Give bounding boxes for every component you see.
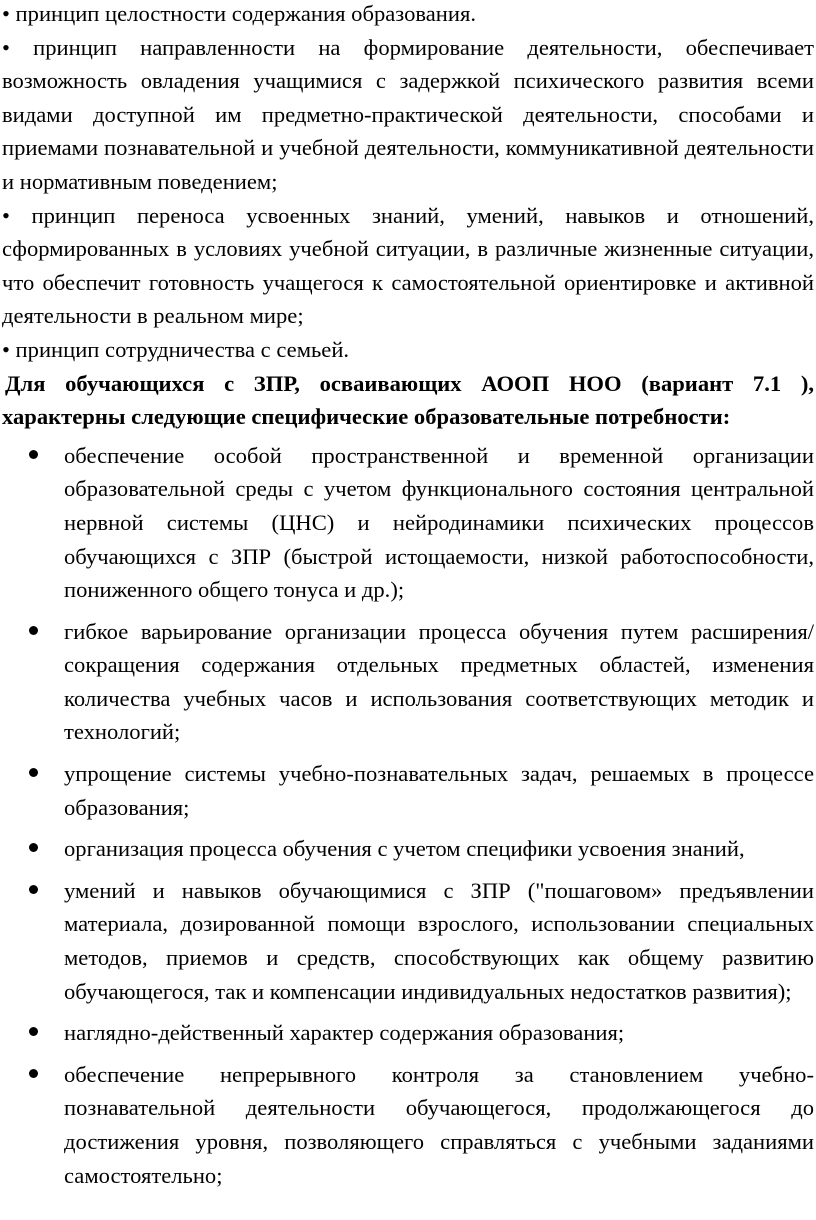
bullet-icon (29, 450, 38, 459)
bullet-icon (29, 885, 38, 894)
list-item (2, 757, 814, 824)
bullet-icon (29, 843, 38, 852)
bullet-icon (29, 1069, 38, 1078)
section-heading: Для обучающихся с ЗПР, осваивающих АООП НОО (вариант 7.1 ), характерны следующие специфические образовательные потребности: (2, 370, 814, 430)
list-item (2, 615, 814, 749)
principle-paragraph: • принцип направленности на формирование деятельности, обеспечивает возможность овладения учащимися с задержкой психического развития всеми видами доступной им предметно-практической деятельности, способами и приемами познавательной и учебной деятельности, коммуникативной деятельности и нормативным поведением; (2, 34, 814, 194)
list-item-text: гибкое варьирование организации процесса обучения путем расширения/сокращения содержания отдельных предметных областей, изменения количества учебных часов и использования соответствующих методик и технологий; (64, 618, 814, 745)
list-item-text: организация процесса обучения с учетом специфики усвоения знаний, (64, 836, 745, 862)
list-item (2, 874, 814, 1008)
bullet-icon (29, 768, 38, 777)
list-item-text: умений и навыков обучающимися с ЗПР ("пошаговом» предъявлении материала, дозированной помощи взрослого, использовании специальных методов, приемов и средств, способствующих как общему развитию обучающегося, так и компенсации индивидуальных недостатков развития); (64, 877, 814, 1004)
list-item-text: наглядно-действенный характер содержания образования; (64, 1020, 625, 1046)
list-item-text: обеспечение особой пространственной и временной организации образовательной среды с учетом функционального состояния центральной нервной системы (ЦНС) и нейродинамики психических процессов обучающихся с ЗПР (быстрой истощаемости, низкой работоспособности, пониженного общего тонуса и др.); (64, 442, 814, 603)
list-item (2, 1016, 814, 1050)
list-item (2, 832, 814, 866)
list-item (2, 1058, 814, 1192)
principle-paragraph: • принцип переноса усвоенных знаний, умений, навыков и отношений, сформированных в условиях учебной ситуации, в различные жизненные ситуации, что обеспечит готовность учащегося к самостоятельной ориентировке и активной деятельности в реальном мире; (2, 202, 814, 329)
bullet-icon (29, 626, 38, 635)
bullet-icon (29, 1027, 38, 1036)
list-item-text: обеспечение непрерывного контроля за становлением учебно-познавательной деятельности обучающегося, продолжающегося до достижения уровня, позволяющего справляться с учебными заданиями самостоятельно; (64, 1061, 814, 1188)
principle-paragraph: • принцип сотрудничества с семьей. (2, 336, 350, 362)
principle-paragraph: • принцип целостности содержания образования. (2, 1, 476, 26)
list-item-text: упрощение системы учебно-познавательных задач, решаемых в процессе образования; (64, 761, 814, 820)
educational-needs-list (2, 439, 814, 1192)
list-item (2, 439, 814, 607)
